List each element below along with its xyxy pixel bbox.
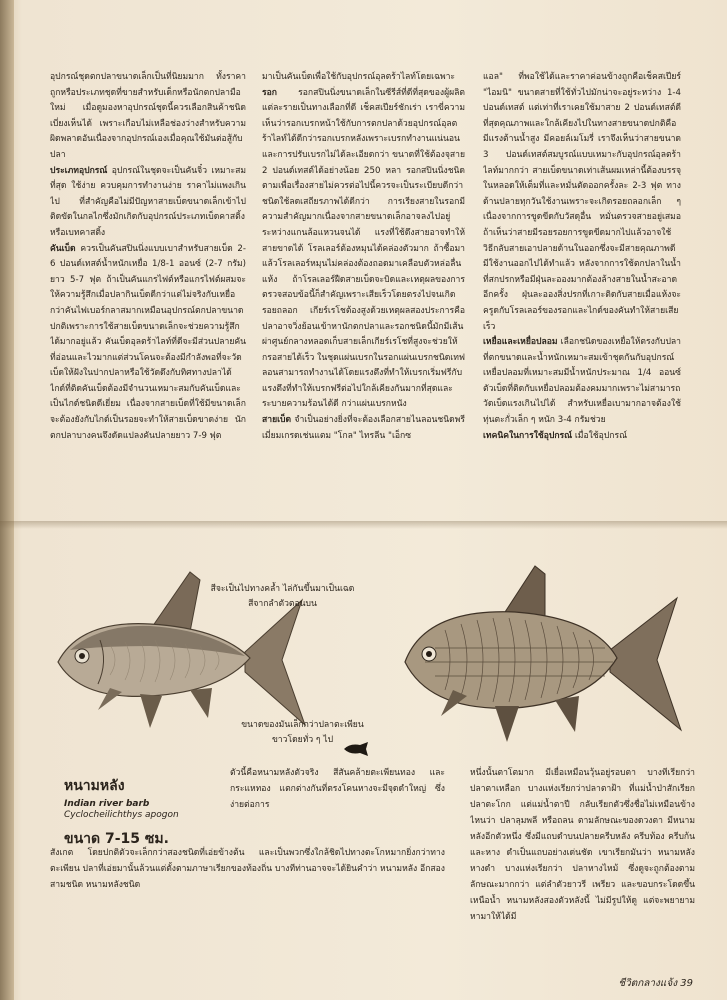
paragraph: อุปกรณ์ในชุดจะเป็นคันจิ๋ว เหมาะสมที่สุด ใช้ง่าย ควบคุมการทำงานง่าย ราคาไม่แพงเกินไป ที่สำคัญคือไม่มีปัญหาสายเบ็ดขนาดเล็กเข้าไปติดขัดในกลไกซึ่งมักเกิดกับอุปกรณ์ประเภทเบ็ดคาสติ้งหรือเบทคาสติ้ง [50, 165, 246, 238]
page-footer: ชีวิตกลางแจ้ง 39 [618, 978, 693, 989]
section-heading: เหยื่อและเหยื่อปลอม [483, 337, 558, 348]
fish-name-block [64, 775, 234, 850]
fish-thai-name: หนามหลัง [64, 778, 125, 794]
bottom-paragraph-2: สังเกต โดยปกติตัวจะเล็กกว่าสองชนิดที่เอ่ยข้างต้น และเป็นพวกซึ่งใกล้ชิดไปทางตะโกหมากยิ่งกว่าทางตะเพียน ปลาที่เอ่ยมานั้นล้วนแต่ตั้งตามภาษาเรียกของท้องถิ่น บางทีท่านอาจจะได้ยินคำว่า หนามหลัง อีกสองสามชนิด หนามหลังชนิด [50, 848, 445, 890]
section-heading: คันเบ็ด [50, 243, 76, 254]
fish-scientific-name: Cyclocheilichthys apogon [64, 810, 179, 820]
text-column-1 [50, 70, 246, 525]
bottom-paragraph-1: ตัวนี้คือหนามหลังตัวจริง สีสันคล้ายตะเพียนทอง และกระแหทอง แตกต่างกันที่ตรงโคนหางจะมีจุดดำใหญ่ ซึ่งง่ายต่อการ [230, 768, 445, 810]
paragraph: จำเป็นอย่างยิ่งที่จะต้องเลือกสายไนลอนชนิดพรีเมี่ยมเกรดเช่นแตม "โกล" ไทรลีน "เอ็กซ [262, 415, 465, 441]
paragraph: เลือกชนิดของเหยื่อให้ตรงกับปลาที่ตกขนาดและน้ำหนักเหมาะสมเข้าชุดกันกับอุปกรณ์ เหยื่อปลอมที่เหมาะสมมีน้ำหนักประมาณ 1/4 ออนซ์ ตัวเบ็ดที่ติดกับเหยื่อปลอมต้องคมมากเพราะไม่สามารถวัดเบ็ดแรงเกินไปได้ สำหรับเหยื่อเบามากอาจต้องใช้ทุ่นตะกั่วเล็ก ๆ หนัก 3-4 กรัมช่วย [483, 337, 681, 426]
figure-caption-color: สีจะเป็นไปทางคล้ำ ไล่กันขึ้นมาเป็นเฉดสีจากลำตัวตอนบน [210, 584, 355, 609]
section-heading: รอก [262, 87, 277, 98]
paragraph: มาเป็นคันเบ็ดเพื่อใช้กับอุปกรณ์อุลตร้าไลท์โดยเฉพาะ [262, 72, 456, 82]
section-heading: เทคนิคในการใช้อุปกรณ์ [483, 430, 573, 441]
section-heading: สายเบ็ด [262, 415, 292, 426]
paragraph: เมื่อใช้อุปกรณ์ [574, 430, 628, 441]
paragraph: อุปกรณ์ชุดตกปลาขนาดเล็กเป็นที่นิยมมาก ทั้งราคาถูกหรือประเภทชุดที่ขายสำหรับเด็กหรือนักตกปลามือใหม่ เมื่อดูมองหาอุปกรณ์ชุดนี้ควรเลือกสินค้าชนิดเบี่ยงเห็นได้ เพราะเกือบไม่เหลือช่องว่างสำหรับความผิดพลาดอันเนื่องจากอุปกรณ์เองเมื่อคุณใช้มันต่อสู้กับปลา [50, 72, 246, 160]
fish-illustration-right [395, 560, 695, 760]
figure-caption-size: ขนาดของมันเล็กกว่าปลาตะเพียนขาวโดยทั่ว ๆ ไป [241, 720, 364, 745]
text-column-3 [483, 70, 681, 525]
section-heading: ประเภทอุปกรณ์ [50, 165, 108, 176]
paragraph: รอกสปินนิ่งขนาดเล็กในซีรีส์ที่ดีที่สุดของผู้ผลิตแต่ละรายเป็นทางเลือกที่ดี เช็คสเปียร์ชักเร่า เราขี่ความเห็นว่ารอกเบรกหน้าใช้กับการตกปลาด้วยอุปกรณ์อุลตร้าไลท์ได้ดีกว่ารอกเบรกหลังเพราะเบรกทำงานแน่นอนและการปรับเบรกไม่ได้ละเอียดกว่า ขนาดที่ใช้ต้องจุสาย 2 ปอนด์เทสต์ได้อย่างน้อย 250 หลา รอกสปินนิ่งชนิดตามเพื่อเรื่องสายไม่ควรต่อไปนี้ควรจะเป็นระเบียบดีกว่าชนิดใช้ลดเสถียรภาพได้ดีกว่า การเรียงสายในรอกมีความสำคัญมากเนื่องจากสายขนาดเล็กอาจลงไปอยู่ระหว่างแกนล้อแหวนจนได้ แรงที่ใช้ดึงสายอาจทำให้สายขาดได้ โรลเลอร์ต้องหมุนได้คล่องตัวมาก ถ้าซื้อมาแล้วโรลเลอร์หมุนไม่คล่องต้องถอดมาเคลือบตัวหล่อลื่นแห้ง ถ้าโรลเลอร์ฝืดสายเบ็ดจะบิดและเหตุผลของการตรวจสอบข้อนี้ก็สำคัญเพราะเสียเร็วโดยตรงไปจนเกิดรอยถลอก เกียร์เรโชต้องสูงด้วยเหตุผลสองประการคือปลาอาจวิ่งย้อนเข้าหานักตกปลาและรอกชนิดนี้มักมีเส้นผ่าศูนย์กลางหลอดเก็บสายเล็กเกียร์เรโชที่สูงจะช่วยให้กรอสายได้เร็ว ในชุดแผ่นเบรกในรอกแผ่นเบรกชนิดเทฟลอนสามารถทำงานได้โดยแรงตึงที่ทำให้เบรกเริ่มฟรีกับแรงตึงที่ทำให้เบรกฟรีต่อไปใกล้เคียงกันมากที่สุดและระบายความร้อนได้ดี กว่าแผ่นเบรกหนัง [262, 87, 465, 410]
fish-size: ขนาด 7-15 ซม. [64, 831, 169, 847]
fish-english-name: Indian river barb [64, 799, 150, 809]
bottom-paragraph-3: หนึ่งนั้นตาโตมาก มีเยื่อเหมือนวุ้นอยู่รอบตา บางทีเรียกว่า ปลาตาเหลือก บางแห่งเรียกว่าปลาตาฝ้า ที่แม่น้ำป่าสักเรียกปลาตะโกก แต่แม่น้ำตาปี กลับเรียกตัวซึ่งชื่อไม่เหมือนข้างไหนว่า ปลาลุมพลี หรือถลน ตามลักษณะของดวงตา มีหนามหลังอีกตัวหนึ่ง ซึ่งมีแถบดำบนปลายครีบหลัง ครีบท้อง ครีบก้น และหาง ดำเป็นแถบอย่างเด่นชัด เขาเรียกมันว่า หนามหลังหางดำ บางแห่งเรียกว่า ปลาหางไหม้ ซึ่งดูจะถูกต้องตามลักษณะมากกว่า แต่ลำตัวยาวรี เพรียว และขอบกระโดดขึ้นเหนือน้ำ หนามหลังสองตัวหลังนี้ ไม่มีรูปให้ดู แต่จะพยายามหามาให้ได้มี [470, 768, 695, 922]
paragraph: แอล" ที่พอใช้ได้และราคาค่อนข้างถูกคือเช็คสเปียร์ "ไอมนิ" ขนาดสายที่ใช้ทั่วไปมักน่าจะอยู่ระหว่าง 1-4 ปอนด์เทสต์ แต่เท่าที่เราเคยใช้มาสาย 2 ปอนด์เทสต์ดีที่สุดคุณภาพและใกล้เคียงไปในทางสายขนาดปกติคือมีแรงต้านน้ำสูง มีคอยล์เมโมรี่ เราจึงเห็นว่าสายขนาด 3 ปอนด์เทสต์สมบูรณ์แบบเหมาะกับอุปกรณ์อุลตร้าไลท์มากกว่า สายเบ็ดขนาดเท่าเส้นผมเหล่านี้ต้องบรรจุในหลอดให้เต็มที่และหมั่นตัดออกครั้งละ 2-3 ฟุต ทางด้านปลายทุกวันใช้งานเพราะจะเกิดรอยถลอกเล็ก ๆ เนื่องจากการขูดขีดกับวัสดุอื่น หมั่นตรวจสายอยู่เสมอถ้าเห็นว่าสายมีรอยรอยการขูดขีดมากไปแล้วอาจใช้วิธีกลับสายเอาปลายด้านในออกซึ่งจะมีสายคุณภาพดีมีใช้งานออกไปได้ทำแล้ว หลังจากการใช้ตกปลาในน้ำที่สกปรกหรือมีฝุ่นละอองมากต้องล้างสายในน้ำสะอาดอีกครั้ง ฝุ่นละอองสิ่งปรกที่เกาะติดกับสายเมื่อแห้งจะครูดกับโรลเลอร์ของรอกและไกด์ของคันทำให้สายเสียเร็ว [483, 72, 681, 332]
page-binding-shadow [0, 0, 14, 1000]
text-column-2 [262, 70, 465, 525]
page-fold-shadow [0, 521, 727, 529]
paragraph: ควรเป็นคันสปินนิ่งแบบเบาสำหรับสายเบ็ด 2-6 ปอนด์เทสต์น้ำหนักเหยื่อ 1/8-1 ออนซ์ (2-7 กรัม) ยาว 5-7 ฟุต ถ้าเป็นคันแกรไฟต์หรือแกรไฟต์ผสมจะให้ความรู้สึกเมื่อปลากินเบ็ดดีกว่าแต่ไม่จริงกับเหยื่อกว่าคันไฟเบอร์กลาสมากเหมือนอุปกรณ์ตกปลาขนาดปกติเพราะการใช้สายเบ็ดขนาดเล็กจะช่วยความรู้สึกได้มากอยู่แล้ว คันเบ็ดอุลตร้าไลท์ที่ดีจะมีส่วนปลายคันที่อ่อนและไวมากแต่ส่วนโคนจะต้องมีกำลังพอที่จะวัดเบ็ดให้ฝังในปากปลาหรือใช้วัดดึงกับทิศทางปลาได้ ไกด์ที่ติดคันเบ็ดต้องมีจำนวนเหมาะสมกับคันเบ็ดและเป็นไกด์ชนิดดีเยี่ยม เนื่องจากสายเบ็ดที่ใช้มีขนาดเล็กจะต้องยังกับไกด์เป็นรอยจะทำให้สายเบ็ดขาดง่าย นักตกปลาบางคนจึงดัดแปลงคันปลายยาว 7-9 ฟุต [50, 243, 246, 441]
